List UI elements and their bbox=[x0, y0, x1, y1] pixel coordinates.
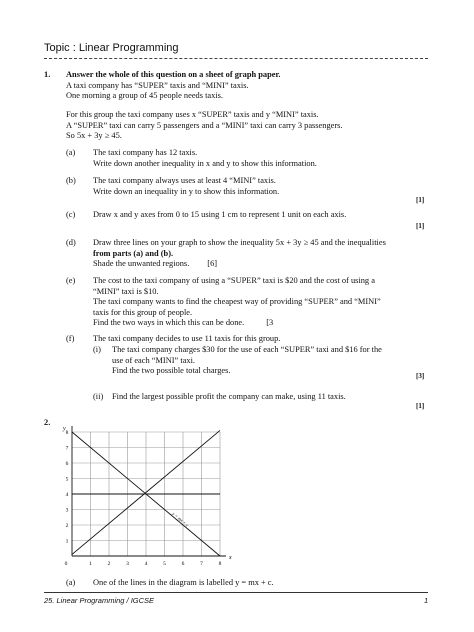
q1a-label: (a) bbox=[66, 148, 76, 157]
x-tick-label: 4 bbox=[144, 561, 148, 567]
question-2-number: 2. bbox=[44, 418, 51, 427]
q1b-label: (b) bbox=[66, 176, 76, 185]
q1b-mark: [1] bbox=[416, 196, 425, 204]
q1d-text bbox=[93, 238, 386, 270]
q1e-text bbox=[93, 276, 381, 329]
y-tick-label: 2 bbox=[65, 523, 69, 529]
y-tick-label: 5 bbox=[65, 476, 69, 483]
q1fi-line-2: use of each “MINI” taxi. bbox=[112, 355, 196, 365]
q1c-line-1: Draw x and y axes from 0 to 15 using 1 cm to represent 1 unit on each axis. bbox=[93, 210, 347, 219]
question-1-number: 1. bbox=[44, 70, 51, 79]
q1fii-label: (ii) bbox=[93, 392, 104, 401]
q1a-line-1: The taxi company has 12 taxis. bbox=[93, 148, 198, 157]
q1fi-line-1: The taxi company charges $30 for the use of each “SUPER” taxi and $16 for the bbox=[112, 345, 382, 354]
q1b-line-2: Write down an inequality in y to show this information. bbox=[93, 186, 280, 196]
q1-setup-line-1: For this group the taxi company uses x “SUPER” taxis and y “MINI” taxis. bbox=[66, 110, 319, 119]
y-tick-label: 1 bbox=[65, 538, 69, 545]
q1c-label: (c) bbox=[66, 210, 76, 219]
q1a-text bbox=[93, 148, 317, 169]
q1-setup-line-2: A “SUPER” taxi can carry 5 passengers and a “MINI” taxi can carry 3 passengers. bbox=[66, 120, 343, 130]
question-1-intro bbox=[66, 70, 281, 102]
line-label: y = mx + c bbox=[171, 511, 190, 528]
q1fi-mark: [3] bbox=[416, 372, 425, 380]
x-tick-label: 5 bbox=[163, 561, 166, 567]
page-number: 1 bbox=[424, 596, 429, 605]
q1fi-text bbox=[112, 345, 382, 377]
q1fi-label: (i) bbox=[93, 345, 101, 354]
q1a-line-2: Write down another inequality in x and y to show this information. bbox=[93, 158, 317, 168]
q1e-label: (e) bbox=[66, 276, 76, 285]
q1-setup-line-3: So 5x + 3y ≥ 45. bbox=[66, 131, 122, 141]
q1d-mark: [6] bbox=[207, 259, 218, 269]
q1-intro-line-1: A taxi company has “SUPER” taxis and “MINI” taxis. bbox=[66, 80, 249, 90]
x-tick-label: 6 bbox=[181, 561, 185, 567]
q2a-line-1: One of the lines in the diagram is labelled y = mx + c. bbox=[93, 578, 274, 587]
graph-tick-labels bbox=[62, 426, 232, 567]
q1-intro-line-2: One morning a group of 45 people needs taxis. bbox=[66, 91, 223, 101]
q1e-line-5: Find the two ways in which this can be done. bbox=[93, 318, 245, 328]
y-tick-label: 4 bbox=[65, 492, 69, 498]
graph-axes bbox=[72, 426, 226, 556]
y-tick-label: 6 bbox=[65, 461, 69, 467]
q1e-line-2: “MINI” taxi is $10. bbox=[93, 286, 159, 296]
y-axis-label: y bbox=[63, 426, 66, 432]
q1f-label: (f) bbox=[66, 334, 75, 343]
q1fii-mark: [1] bbox=[416, 402, 425, 410]
q2a-label: (a) bbox=[66, 578, 76, 587]
footer-divider bbox=[44, 592, 428, 593]
x-axis-label: x bbox=[229, 555, 232, 561]
q1b-text bbox=[93, 176, 279, 197]
q1e-line-4: taxis for this group of people. bbox=[93, 307, 193, 317]
page-title: Topic : Linear Programming bbox=[44, 42, 179, 54]
x-tick-label: 0 bbox=[64, 561, 68, 567]
y-tick-label: 7 bbox=[65, 445, 69, 452]
x-tick-label: 8 bbox=[218, 561, 222, 567]
x-tick-label: 3 bbox=[126, 561, 129, 567]
q1d-line-1: Draw three lines on your graph to show the inequality 5x + 3y ≥ 45 and the inequalities bbox=[93, 238, 386, 247]
x-tick-label: 1 bbox=[89, 561, 92, 567]
q1c-mark: [1] bbox=[416, 222, 425, 230]
x-tick-label: 2 bbox=[107, 561, 111, 567]
footer-title: 25. Linear Programming / IGCSE bbox=[44, 596, 155, 605]
y-tick-label: 3 bbox=[65, 507, 69, 514]
question-2-graph bbox=[54, 424, 230, 572]
header-divider bbox=[44, 58, 428, 59]
q1fi-line-3: Find the two possible total charges. bbox=[112, 366, 231, 376]
q1e-mark: [3 bbox=[266, 318, 274, 328]
q1-intro-bold: Answer the whole of this question on a sheet of graph paper. bbox=[66, 70, 281, 79]
q1d-line-2: from parts (a) and (b). bbox=[93, 248, 174, 258]
x-tick-label: 7 bbox=[200, 561, 203, 567]
q1d-line-3: Shade the unwanted regions. bbox=[93, 259, 190, 269]
q1b-line-1: The taxi company always uses at least 4 “MINI” taxis. bbox=[93, 176, 276, 185]
q1d-label: (d) bbox=[66, 238, 76, 247]
q1fii-line-1: Find the largest possible profit the company can make, using 11 taxis. bbox=[112, 392, 346, 401]
question-1-setup bbox=[66, 110, 343, 142]
q1f-line-1: The taxi company decides to use 11 taxis for this group. bbox=[93, 334, 281, 343]
y-tick-label: 8 bbox=[65, 430, 69, 436]
q1e-line-1: The cost to the taxi company of using a “SUPER” taxi is $20 and the cost of using a bbox=[93, 276, 375, 285]
q1e-line-3: The taxi company wants to find the cheapest way of providing “SUPER” and “MINI” bbox=[93, 297, 381, 307]
